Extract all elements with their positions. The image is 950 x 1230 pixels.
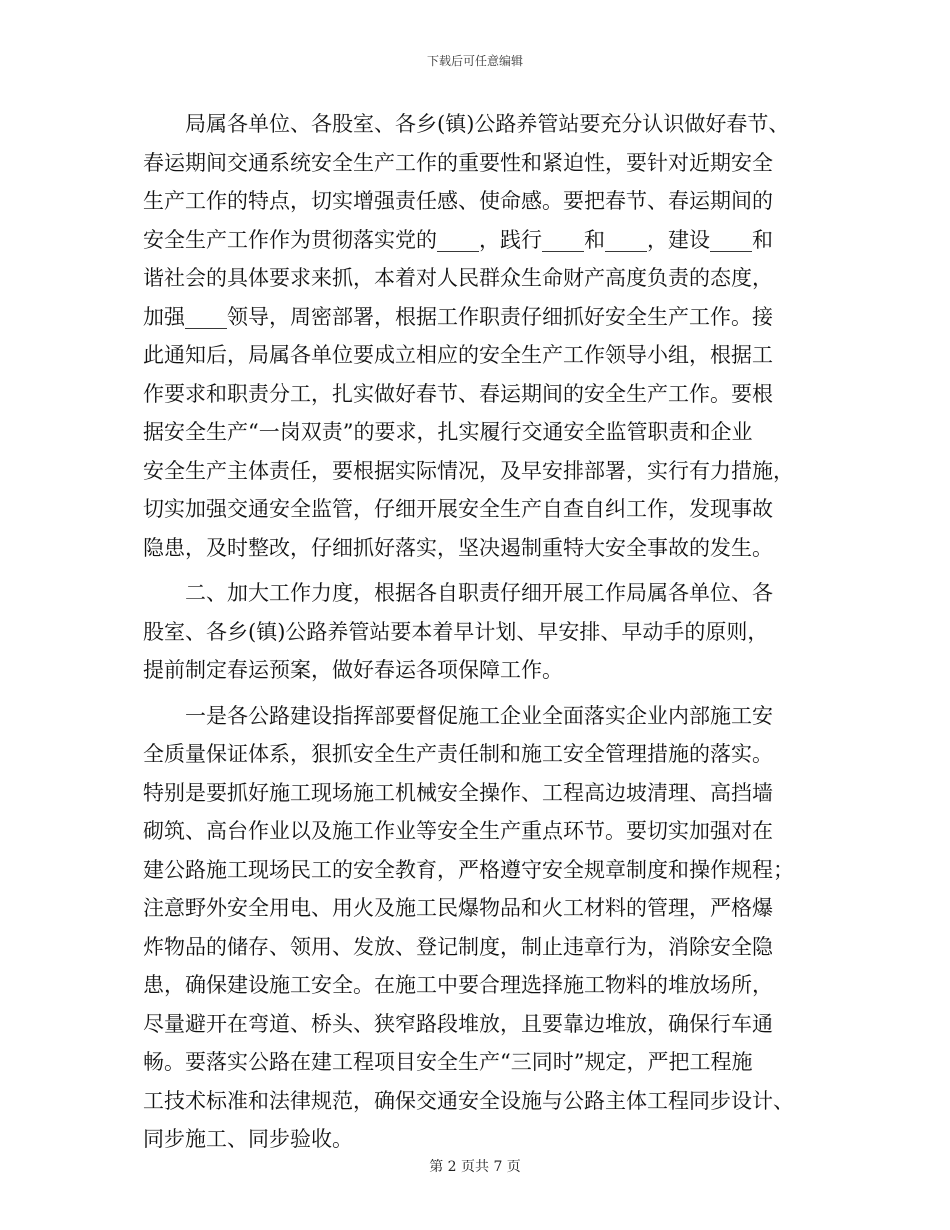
text-line: 注意野外安全用电、用火及施工民爆物品和火工材料的管理，严格爆 — [143, 896, 773, 920]
text-line: 提前制定春运预案，做好春运各项保障工作。 — [143, 658, 563, 682]
text-line: 全质量保证体系，狠抓安全生产责任制和施工安全管理措施的落实。 — [143, 742, 773, 766]
text-line: 谐社会的具体要求来抓，本着对人民群众生命财产高度负责的态度， — [143, 266, 773, 290]
text-line: 隐患，及时整改，仔细抓好落实，坚决遏制重特大安全事故的发生。 — [143, 535, 773, 560]
paragraph-spacing — [143, 690, 808, 697]
text-line: 局属各单位、各股室、各乡(镇)公路养管站要充分认识做好春节、 — [143, 112, 790, 136]
text-line: 据安全生产“一岗双责”的要求，扎实履行交通安全监管职责和企业 — [143, 420, 753, 444]
text-line: 一是各公路建设指挥部要督促施工企业全面落实企业内部施工安 — [143, 703, 773, 728]
text-line: 切实加强交通安全监管，仔细开展安全生产自查自纠工作，发现事故 — [143, 497, 773, 521]
paragraph — [143, 105, 808, 567]
text-line: 工技术标准和法律规范，确保交通安全设施与公路主体工程同步设计、 — [143, 1088, 794, 1113]
text-line: 建公路施工现场民工的安全教育，严格遵守安全规章制度和操作规程； — [143, 857, 794, 882]
text-line: 加强____领导，周密部署，根据工作职责仔细抓好安全生产工作。接 — [143, 304, 773, 329]
text-line: 生产工作的特点，切实增强责任感、使命感。要把春节、春运期间的 — [143, 189, 773, 213]
text-line: 畅。要落实公路在建工程项目安全生产“三同时”规定，严把工程施 — [143, 1050, 753, 1074]
page-footer: 第 2 页共 7 页 — [429, 1159, 521, 1175]
text-line: 安全生产工作作为贯彻落实党的____，践行____和____，建设____和 — [143, 227, 773, 252]
text-line: 春运期间交通系统安全生产工作的重要性和紧迫性，要针对近期安全 — [143, 150, 773, 175]
text-line: 同步施工、同步验收。 — [143, 1127, 353, 1151]
text-line: 股室、各乡(镇)公路养管站要本着早计划、早安排、早动手的原则， — [143, 619, 769, 644]
text-line: 特别是要抓好施工现场施工机械安全操作、工程高边坡清理、高挡墙 — [143, 780, 773, 805]
text-line: 炸物品的储存、领用、发放、登记制度，制止违章行为，消除安全隐 — [143, 934, 773, 959]
paragraph — [143, 574, 808, 690]
page-header: 下载后可任意编辑 — [426, 54, 523, 68]
document-body — [143, 105, 808, 1159]
text-line: 安全生产主体责任，要根据实际情况，及早安排部署，实行有力措施， — [143, 458, 794, 483]
paragraph-spacing — [143, 567, 808, 574]
text-line: 作要求和职责分工，扎实做好春节、春运期间的安全生产工作。要根 — [143, 381, 773, 406]
text-line: 二、加大工作力度，根据各自职责仔细开展工作局属各单位、各 — [143, 581, 773, 605]
text-line: 此通知后，局属各单位要成立相应的安全生产工作领导小组，根据工 — [143, 343, 773, 367]
text-line: 尽量避开在弯道、桥头、狭窄路段堆放，且要靠边堆放，确保行车通 — [143, 1011, 773, 1036]
text-line: 患，确保建设施工安全。在施工中要合理选择施工物料的堆放场所， — [143, 973, 773, 997]
paragraph — [143, 697, 808, 1159]
text-line: 砌筑、高台作业以及施工作业等安全生产重点环节。要切实加强对在 — [143, 819, 773, 843]
